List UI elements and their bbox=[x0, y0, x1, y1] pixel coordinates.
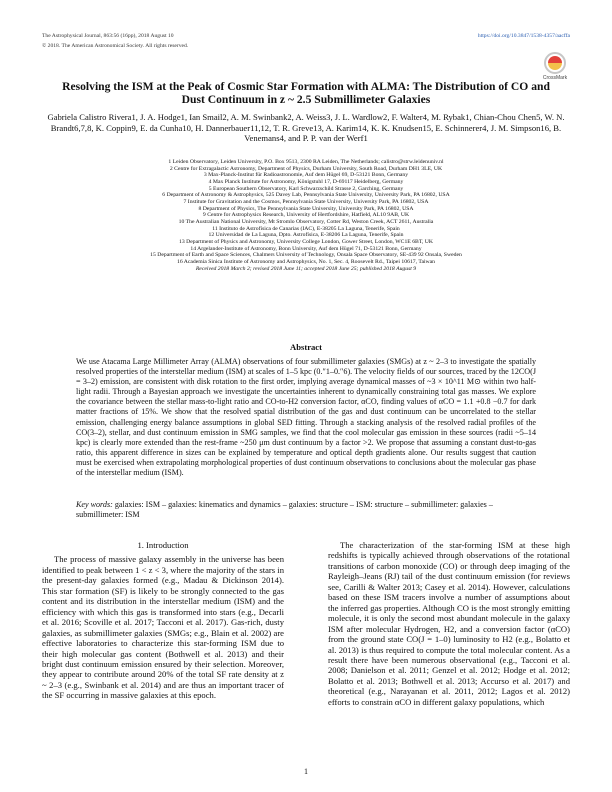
section-heading: 1. Introduction bbox=[137, 540, 189, 550]
crossmark-icon bbox=[544, 52, 566, 74]
affiliation-line: 10 The Australian National University, Mt Stromlo Observatory, Cotter Rd, Weston Creek, ACT 2611, Australia bbox=[178, 218, 434, 225]
affiliation-line: 4 Max Planck Institute for Astronomy, Königstuhl 17, D-69117 Heidelberg, Germany bbox=[208, 178, 404, 185]
left-column bbox=[42, 540, 284, 701]
affiliation-line: 6 Department of Astronomy & Astrophysics, 525 Davey Lab, Pennsylvania State University, University Park, PA 16802, USA bbox=[162, 192, 450, 199]
affiliation-line: 3 Max-Planck-Institut für Radioastronomie, Auf dem Hügel 69, D-53121 Bonn, Germany bbox=[203, 172, 409, 179]
page-number: 1 bbox=[304, 767, 308, 776]
affiliation-line: 11 Instituto de Astrofísica de Canarias (IAC), E-38205 La Laguna, Tenerife, Spain bbox=[212, 225, 400, 232]
affiliation-line: 2 Centre for Extragalactic Astronomy, Department of Physics, Durham University, South Road, Durham DH1 3LE, UK bbox=[169, 165, 443, 172]
affiliation-line: 8 Department of Physics, The Pennsylvania State University, University Park, PA 16802, USA bbox=[198, 205, 414, 212]
publication-dates: Received 2018 March 2; revised 2018 June 11; accepted 2018 June 25; published 2018 August 9 bbox=[195, 265, 417, 272]
copyright-line: © 2018. The American Astronomical Society. All rights reserved. bbox=[42, 43, 189, 49]
paper-title: Resolving the ISM at the Peak of Cosmic Star Formation with ALMA: The Distribution of CO and Dust Continuum in z ~ 2.5 Submillimeter Galaxies bbox=[62, 80, 550, 107]
affiliation-line: 5 European Southern Observatory, Karl Schwarzschild Strasse 2, Garching, Germany bbox=[208, 185, 404, 192]
keywords bbox=[76, 500, 536, 520]
affiliation-line: 13 Department of Physics and Astronomy, University College London, Gower Street, London, WC1E 6BT, UK bbox=[179, 238, 433, 245]
keywords-label: Key words: bbox=[76, 500, 113, 509]
affiliations bbox=[40, 159, 572, 272]
doi-link[interactable]: https://doi.org/10.3847/1538-4357/aacffa bbox=[477, 33, 570, 39]
body-paragraph: The process of massive galaxy assembly in the universe has been identified to peak between 1 < z < 3, where the majority of the stars in the present-day galaxies formed (e.g., Madau & Dickinson 2014). This star formation (SF) is likely to be strongly connected to the gas content and its distribution in the interstellar medium (ISM) and the efficiency with which this gas is transformed into stars (e.g., Decarli et al. 2016; Scoville et al. 2017; Tacconi et al. 2017). Gas-rich, dusty galaxies, as submillimeter galaxies (SMGs; e.g., Blain et al. 2002) are effective laboratories to characterize this star-forming ISM due to their high molecular gas content (Bothwell et al. 2013) and their bright dust continuum emission ensured by their selection. Moreover, they appear to contribute around 20% of the total SF rate density at z ~ 2–3 (e.g., Swinbank et al. 2014) and are thus an important tracer of the SF occurring in massive galaxies at this epoch. bbox=[42, 554, 284, 701]
journal-header: The Astrophysical Journal, 863:56 (16pp), 2018 August 10 bbox=[42, 33, 174, 39]
body-paragraph: The characterization of the star-forming ISM at these high redshifts is typically achieved through observations of the rotational transitions of carbon monoxide (CO) or through deep imaging of the Rayleigh–Jeans (RJ) tail of the dust continuum emission (for reviews see, Carilli & Walter 2013; Casey et al. 2014). However, calculations based on these ISM tracers involve a number of assumptions about the inferred gas properties. Although CO is the most strongly emitting molecule, it is only the second most abundant molecule in the galaxy ISM after molecular Hydrogen, H2, and a conversion factor (αCO) from the ground state CO(J = 1–0) luminosity to H2 (e.g., Bolatto et al. 2013) is thus required to compute the total molecular content. As a result there have been numerous observational (e.g., Tacconi et al. 2008; Danielson et al. 2011; Genzel et al. 2012; Hodge et al. 2012; Bolatto et al. 2013; Bothwell et al. 2013; Accurso et al. 2017) and theoretical (e.g., Narayanan et al. 2011, 2012; Lagos et al. 2012) efforts to constrain αCO in different galaxy populations, which bbox=[328, 540, 570, 707]
affiliation-line: 12 Universidad de La Laguna, Dpto. Astrofísica, E-38206 La Laguna, Tenerife, Spain bbox=[208, 232, 404, 239]
affiliation-line: 1 Leiden Observatory, Leiden University, P.O. Box 9513, 2300 RA Leiden, The Netherlands; calistro@strw.leidenuniv.nl bbox=[168, 159, 444, 165]
keywords-text: galaxies: ISM – galaxies: kinematics and dynamics – galaxies: structure – ISM: structure – submillimeter: galaxies – submillimeter: ISM bbox=[76, 500, 493, 520]
crossmark-label: CrossMark bbox=[542, 75, 568, 81]
affiliation-line: 9 Centre for Astrophysics Research, University of Hertfordshire, Hatfield, AL10 9AB, UK bbox=[202, 212, 410, 219]
affiliation-line: 14 Argelander-Institute of Astronomy, Bonn University, Auf dem Hügel 71, D-53121 Bonn, Germany bbox=[190, 245, 422, 252]
right-column bbox=[328, 540, 570, 707]
abstract-heading: Abstract bbox=[290, 342, 322, 352]
author-list: Gabriela Calistro Rivera1, J. A. Hodge1, Ian Smail2, A. M. Swinbank2, A. Weiss3, J. L. Wardlow2, F. Walter4, M. Rybak1, Chian-Chou Chen5, W. N. Brandt6,7,8, K. Coppin9, E. da Cunha10, H. Dannerbauer11,12, T. R. Greve13, A. Karim14, K. K. Knudsen15, E. Schinnerer4, J. M. Simpson16, B. Venemans4, and P. P. van der Werf1 bbox=[47, 112, 565, 144]
abstract-text: We use Atacama Large Millimeter Array (ALMA) observations of four submillimeter galaxies (SMGs) at z ~ 2–3 to investigate the spatially resolved properties of the interstellar medium (ISM) at scales of 1–5 kpc (0.″1–0.″6). The velocity fields of our sources, traced by the 12CO(J = 3–2) emission, are consistent with disk rotation to the first order, implying average dynamical masses of ~3 × 10^11 M⊙ within two half-light radii. Through a Bayesian approach we investigate the uncertainties inherent to dynamically constraining total gas masses. We explore the covariance between the stellar mass-to-light ratio and CO-to-H2 conversion factor, αCO, finding values of αCO = 1.1 +0.8 −0.7 for dark matter fractions of 15%. We show that the resolved spatial distribution of the gas and dust continuum can be uncorrelated to the stellar emission, challenging energy balance assumptions in global SED fitting. Through a stacking analysis of the resolved radial profiles of the CO(3–2), stellar, and dust continuum emission in SMG samples, we find that the cool molecular gas emission in these sources (radii ~5–14 kpc) is clearly more extended than the rest-frame ~250 μm dust continuum by a factor >2. We propose that assuming a constant dust-to-gas ratio, this apparent difference in sizes can be explained by temperature and optical depth gradients alone. Our results suggest that caution must be exercised when extrapolating morphological properties of dust continuum observations to conclusions about the molecular gas phase of the interstellar medium (ISM). bbox=[76, 357, 536, 478]
affiliation-line: 7 Institute for Gravitation and the Cosmos, Pennsylvania State University, University Park, PA 16802, USA bbox=[183, 198, 429, 205]
affiliation-line: 16 Academia Sinica Institute of Astronomy and Astrophysics, No. 1, Sec. 4, Roosevelt Rd., Taipei 10617, Taiwan bbox=[176, 258, 436, 265]
affiliation-line: 15 Department of Earth and Space Sciences, Chalmers University of Technology, Onsala Space Observatory, SE-439 92 Onsala, Sweden bbox=[150, 252, 462, 259]
crossmark-badge[interactable] bbox=[542, 52, 568, 81]
